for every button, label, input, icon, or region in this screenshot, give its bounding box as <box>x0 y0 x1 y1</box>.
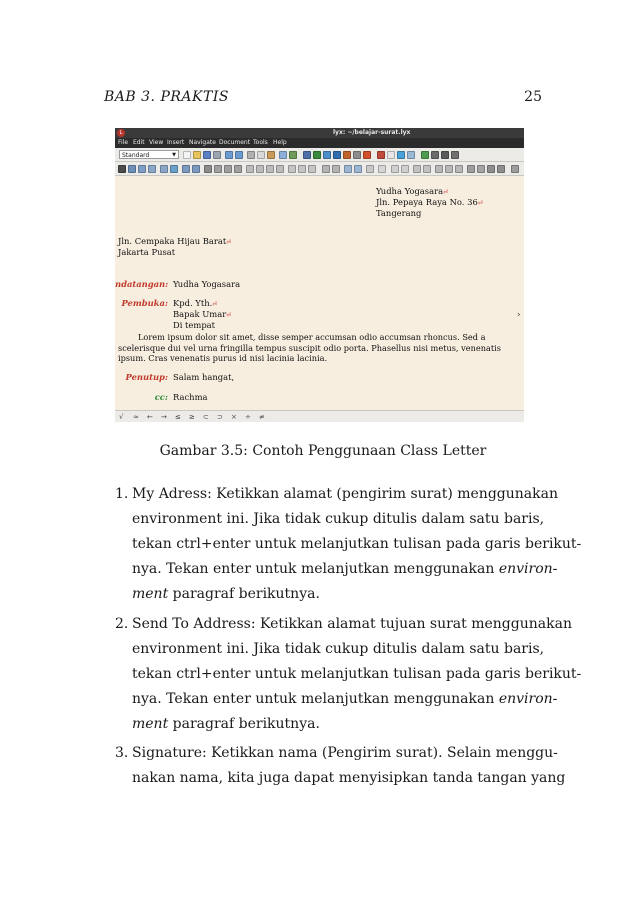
lyx-screenshot <box>115 128 524 422</box>
item-number: 1. <box>115 486 129 502</box>
undo-icon[interactable] <box>225 151 233 159</box>
note-icon[interactable] <box>363 151 371 159</box>
settings-icon[interactable] <box>431 151 439 159</box>
math-btn-2[interactable]: ← <box>147 413 153 421</box>
menu-navigate[interactable]: Navigate <box>189 139 216 146</box>
update-icon[interactable] <box>387 151 395 159</box>
quote-icon[interactable] <box>366 165 374 173</box>
item-body: My Adress: Ketikkan alamat (pengirim surat) menggunakan environment ini. Jika tidak cukup ditulis dalam satu baris, tekan ctrl+enter untuk melanjutkan tulisan pada garis berikut- nya. Tekan enter untuk melanjutkan menggunakan environ- ment paragraf berikutnya. <box>132 486 582 602</box>
toc-icon[interactable] <box>397 151 405 159</box>
list-icon[interactable] <box>344 165 352 173</box>
column-icon[interactable] <box>256 165 264 173</box>
opening-line-3[interactable]: Di tempat <box>173 320 216 330</box>
delete-row-icon[interactable] <box>288 165 296 173</box>
url-icon[interactable] <box>182 165 190 173</box>
math-icon[interactable] <box>323 151 331 159</box>
citation-icon[interactable] <box>160 165 168 173</box>
item-number: 2. <box>115 616 129 632</box>
sender-street[interactable]: Jln. Pepaya Raya No. 36⏎ <box>376 197 483 207</box>
display-icon[interactable] <box>477 165 485 173</box>
footnote-icon[interactable] <box>353 151 361 159</box>
running-header <box>104 89 542 109</box>
index-icon[interactable] <box>170 165 178 173</box>
math-toolbar <box>115 410 524 422</box>
align-left-icon[interactable] <box>214 165 222 173</box>
hyperlink-icon[interactable] <box>192 165 200 173</box>
closing-value[interactable]: Salam hangat, <box>173 372 235 382</box>
math-btn-6[interactable]: ⊂ <box>203 413 209 421</box>
cc-value[interactable]: Rachma <box>173 392 208 402</box>
menu-edit[interactable]: Edit <box>133 139 145 146</box>
lyx-app-icon: L <box>117 129 125 137</box>
cut-icon[interactable] <box>247 151 255 159</box>
sidebar-icon[interactable] <box>378 165 386 173</box>
emphasis-icon[interactable] <box>303 151 311 159</box>
menu-insert[interactable]: Insert <box>167 139 185 146</box>
sender-name[interactable]: Yudha Yogasara⏎ <box>376 186 449 196</box>
label-icon[interactable] <box>148 165 156 173</box>
math-btn-3[interactable]: → <box>161 413 167 421</box>
chevron-down-icon: ▼ <box>172 152 176 158</box>
chapter-title: BAB 3. PRAKTIS <box>104 89 229 105</box>
menu-tools[interactable]: Tools <box>253 139 268 146</box>
paste-icon[interactable] <box>267 151 275 159</box>
menu-view[interactable]: View <box>149 139 164 146</box>
align-center-icon[interactable] <box>224 165 232 173</box>
depth-increase-icon[interactable] <box>322 165 330 173</box>
copy-icon[interactable] <box>257 151 265 159</box>
window-title: lyx: ~/belajar-surat.lyx <box>333 129 411 136</box>
math-btn-4[interactable]: ≤ <box>175 413 181 421</box>
list-item <box>115 741 566 793</box>
opening-line-2[interactable]: Bapak Umar⏎ <box>173 309 232 319</box>
options-icon[interactable] <box>497 165 505 173</box>
paragraph-style-select[interactable]: Standard ▼ <box>119 150 179 159</box>
main-toolbar <box>115 148 524 162</box>
print-icon[interactable] <box>213 151 221 159</box>
open-folder-icon[interactable] <box>193 151 201 159</box>
fraction-icon[interactable] <box>391 165 399 173</box>
item-number: 3. <box>115 745 129 761</box>
list-item <box>115 612 582 738</box>
table-icon[interactable] <box>333 151 341 159</box>
math-btn-5[interactable]: ≥ <box>189 413 195 421</box>
document-canvas[interactable] <box>115 176 524 410</box>
window-titlebar <box>115 128 524 138</box>
superscript-icon[interactable] <box>413 165 421 173</box>
menu-file[interactable]: File <box>118 139 129 146</box>
matrix-icon[interactable] <box>204 165 212 173</box>
merge-icon[interactable] <box>308 165 316 173</box>
closing-label: Penutup: <box>125 372 168 382</box>
math-btn-9[interactable]: ÷ <box>245 413 251 421</box>
view-pdf-icon[interactable] <box>377 151 385 159</box>
outline-icon[interactable] <box>407 151 415 159</box>
letter-body[interactable]: Lorem ipsum dolor sit amet, disse semper accumsan odio accumsan rhoncus. Sed a scelerisque dui vel urna fringilla tempus suscipit odio porta. Phasellus nisi metus, venenatis ipsum. Cras venenatis purus id nisi lacinia lacinia. <box>118 332 501 364</box>
recipient-city[interactable]: Jakarta Pusat <box>118 247 176 257</box>
recipient-street[interactable]: Jln. Cempaka Hijau Barat⏎ <box>118 236 232 246</box>
find-icon[interactable] <box>279 151 287 159</box>
more-icon[interactable] <box>451 151 459 159</box>
menu-document[interactable]: Document <box>219 139 251 146</box>
secondary-toolbar <box>115 162 524 176</box>
track-changes-icon[interactable] <box>118 165 126 173</box>
sqrt-icon[interactable] <box>401 165 409 173</box>
math-btn-8[interactable]: × <box>231 413 237 421</box>
math-btn-7[interactable]: ⊃ <box>217 413 223 421</box>
noun-icon[interactable] <box>313 151 321 159</box>
cc-label: cc: <box>154 392 168 402</box>
item-body: Send To Address: Ketikkan alamat tujuan surat menggunakan environment ini. Jika tidak cukup ditulis dalam satu baris, tekan ctrl+enter untuk melanjutkan tulisan pada garis berikut- nya. Tekan enter untuk melanjutkan menggunakan environ- ment paragraf berikutnya. <box>132 616 582 732</box>
math-btn-10[interactable]: ≠ <box>259 413 265 421</box>
item-body: Signature: Ketikkan nama (Pengirim surat). Selain menggu- nakan nama, kita juga dapat menyisipkan tanda tangan yang <box>132 745 566 786</box>
menu-bar <box>115 138 524 148</box>
spellcheck-icon[interactable] <box>289 151 297 159</box>
redo-icon[interactable] <box>235 151 243 159</box>
row-icon[interactable] <box>246 165 254 173</box>
layout-icon[interactable] <box>441 151 449 159</box>
pen-icon[interactable] <box>511 165 519 173</box>
align-right-icon[interactable] <box>234 165 242 173</box>
delete-column-icon[interactable] <box>298 165 306 173</box>
figure-caption: Gambar 3.5: Contoh Penggunaan Class Letter <box>159 443 487 459</box>
opening-label: Pembuka: <box>121 298 168 308</box>
depth-decrease-icon[interactable] <box>332 165 340 173</box>
delimiter-icon[interactable] <box>445 165 453 173</box>
menu-help[interactable]: Help <box>273 139 287 146</box>
list-item <box>115 482 582 608</box>
new-file-icon[interactable] <box>183 151 191 159</box>
subscript-icon[interactable] <box>423 165 431 173</box>
enumerate-icon[interactable] <box>354 165 362 173</box>
symbol-icon[interactable] <box>435 165 443 173</box>
sender-city[interactable]: Tangerang <box>376 208 422 218</box>
scroll-right-arrow[interactable]: › <box>517 309 521 319</box>
signature-label: ndatangan: <box>115 279 169 289</box>
insert-icon[interactable] <box>128 165 136 173</box>
ref-icon[interactable] <box>138 165 146 173</box>
page-number: 25 <box>524 89 542 105</box>
greek-icon[interactable] <box>455 165 463 173</box>
figure-icon[interactable] <box>343 151 351 159</box>
signature-value[interactable]: Yudha Yogasara <box>173 279 241 289</box>
zoom-icon[interactable] <box>467 165 475 173</box>
math-btn-0[interactable]: √ <box>119 413 124 421</box>
save-icon[interactable] <box>203 151 211 159</box>
border-icon[interactable] <box>276 165 284 173</box>
fullscreen-icon[interactable] <box>487 165 495 173</box>
opening-line-1[interactable]: Kpd. Yth.⏎ <box>173 298 218 308</box>
check-icon[interactable] <box>421 151 429 159</box>
cell-icon[interactable] <box>266 165 274 173</box>
math-btn-1[interactable]: ≈ <box>133 413 139 421</box>
